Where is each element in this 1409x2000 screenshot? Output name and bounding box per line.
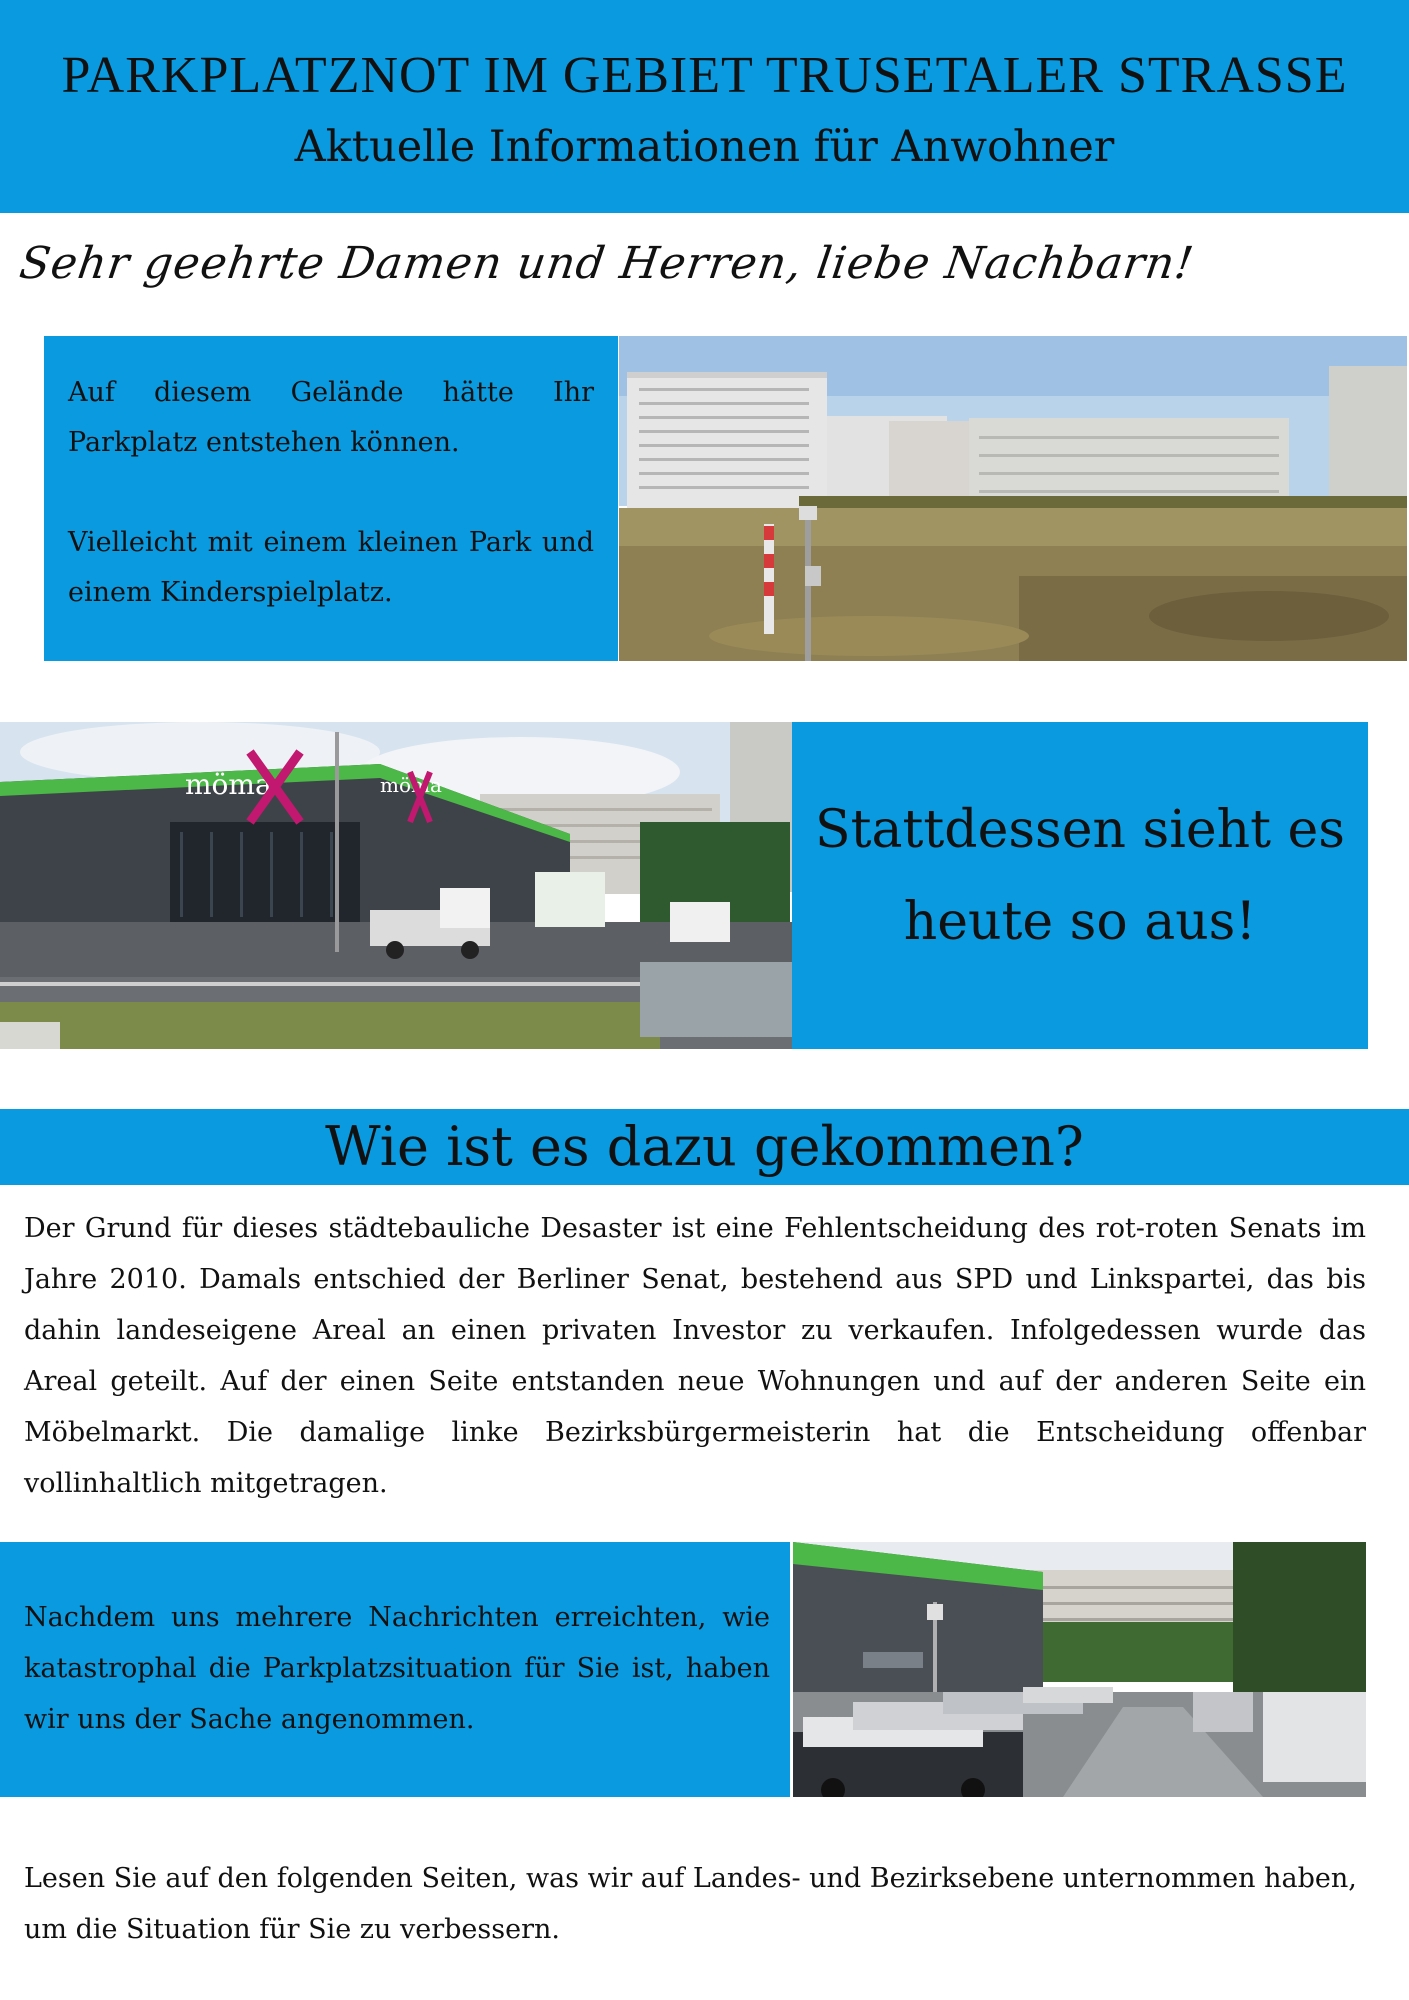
now-caption-line-2: heute so aus! bbox=[903, 892, 1257, 952]
question-heading-bar bbox=[0, 1109, 1409, 1185]
store-sign: möma bbox=[185, 768, 272, 801]
now-caption-box bbox=[792, 722, 1368, 1049]
parking-caption-box bbox=[0, 1542, 790, 1797]
furniture-store-photo bbox=[0, 722, 792, 1049]
page-title: PARKPLATZNOT IM GEBIET TRUSETALER STRASSE bbox=[61, 47, 1348, 104]
empty-lot-caption-1: Auf diesem Gelände hätte Ihr Parkplatz entstehen können. bbox=[68, 377, 594, 458]
greeting-line: Sehr geehrte Damen und Herren, liebe Nachbarn! bbox=[16, 238, 1198, 289]
parked-cars-photo bbox=[793, 1542, 1366, 1797]
closing-paragraph: Lesen Sie auf den folgenden Seiten, was wir auf Landes- und Bezirksebene unternommen haben, um die Situation für Sie zu verbessern. bbox=[24, 1863, 1357, 1945]
svg-text:möma: möma bbox=[380, 773, 442, 797]
empty-lot-caption-box bbox=[44, 336, 618, 661]
header-banner bbox=[0, 0, 1409, 213]
explanation-paragraph: Der Grund für dieses städtebauliche Desaster ist eine Fehlentscheidung des rot-roten Senats im Jahre 2010. Damals entschied der Berliner Senat, bestehend aus SPD und Linkspartei, das bis dahin landeseigene Areal an einen privaten Investor zu verkaufen. Infolgedessen wurde das Areal geteilt. Auf der einen Seite entstanden neue Wohnungen und auf der anderen Seite ein Möbelmarkt. Die damalige linke Bezirksbürgermeisterin hat die Entscheidung offenbar vollinhaltlich mitgetragen. bbox=[24, 1213, 1366, 1499]
now-caption-line-1: Stattdessen sieht es bbox=[814, 800, 1345, 860]
empty-lot-photo bbox=[619, 336, 1407, 661]
page-subtitle: Aktuelle Informationen für Anwohner bbox=[294, 122, 1115, 172]
empty-lot-caption-2: Vielleicht mit einem kleinen Park und einem Kinderspielplatz. bbox=[68, 527, 594, 608]
question-heading: Wie ist es dazu gekommen? bbox=[325, 1115, 1084, 1178]
parking-caption: Nachdem uns mehrere Nachrichten erreichten, wie katastrophal die Parkplatzsituation für Sie ist, haben wir uns der Sache angenommen. bbox=[24, 1602, 770, 1735]
